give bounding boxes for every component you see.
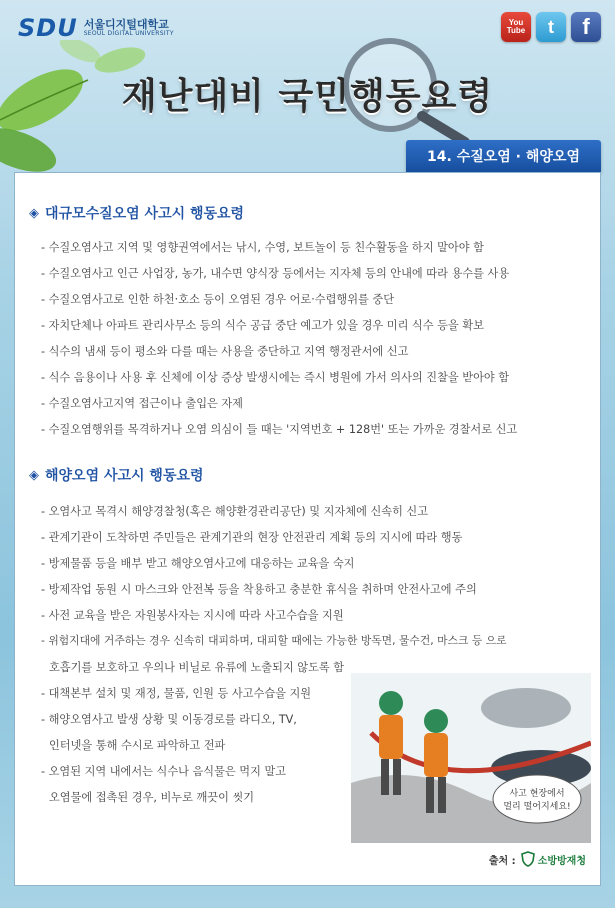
list-item: - 수질오염사고지역 접근이나 출입은 자제 bbox=[41, 397, 243, 410]
list-item: - 오염된 지역 내에서는 식수나 음식물은 먹지 말고 bbox=[41, 765, 287, 778]
list-item: - 사전 교육을 받은 자원봉사자는 지시에 따라 사고수습을 지원 bbox=[41, 609, 344, 622]
section1-title-text: 대규모수질오염 사고시 행동요령 bbox=[45, 206, 245, 222]
topic-tag: 14. 수질오염 · 해양오염 bbox=[406, 140, 601, 172]
list-item: - 수질오염사고 지역 및 영향권역에서는 낚시, 수영, 보트놀이 등 친수활동을 하지 말아야 함 bbox=[41, 241, 484, 254]
list-item: - 식수의 냄새 등이 평소와 다를 때는 사용을 중단하고 지역 행정관서에 신고 bbox=[41, 345, 409, 358]
cleanup-workers-illustration bbox=[351, 673, 591, 843]
diamond-bullet-icon: ◈ bbox=[29, 467, 39, 483]
section-title-marine-pollution bbox=[29, 465, 204, 485]
section2-title-text: 해양오염 사고시 행동요령 bbox=[45, 468, 204, 484]
list-item: - 위험지대에 거주하는 경우 신속히 대피하며, 대피할 때에는 가능한 방독면, 물수건, 마스크 등 으로 bbox=[41, 634, 507, 647]
list-item: - 대책본부 설치 및 재정, 물품, 인원 등 사고수습을 지원 bbox=[41, 687, 312, 700]
list-item: - 해양오염사고 발생 상황 및 이동경로를 라디오, TV, bbox=[41, 713, 297, 726]
source-org: 소방방재청 bbox=[537, 855, 586, 867]
list-item-continuation: 호흡기를 보호하고 우의나 비닐로 유류에 노출되지 않도록 함 bbox=[49, 661, 345, 674]
list-item: - 수질오염사고 인근 사업장, 농가, 내수면 양식장 등에서는 지자체 등의 안내에 따라 용수를 사용 bbox=[41, 267, 510, 280]
content-card bbox=[14, 172, 601, 886]
youtube-you: You bbox=[508, 18, 524, 27]
list-item: - 자치단체나 아파트 관리사무소 등의 식수 공급 중단 예고가 있을 경우 미리 식수 등을 확보 bbox=[41, 319, 484, 332]
section-title-water-pollution bbox=[29, 203, 244, 223]
logo-text bbox=[84, 19, 174, 38]
list-item: - 관계기관이 도착하면 주민들은 관계기관의 현장 안전관리 계획 등의 지시에 따라 행동 bbox=[41, 531, 463, 544]
page-title: 재난대비 국민행동요령 bbox=[121, 76, 494, 117]
sdu-logo[interactable] bbox=[18, 14, 174, 42]
twitter-icon[interactable]: t bbox=[536, 12, 566, 42]
list-item-continuation: 오염물에 접촉된 경우, 비누로 깨끗이 씻기 bbox=[49, 791, 255, 804]
list-item-continuation: 인터넷을 통해 수시로 파악하고 전파 bbox=[49, 739, 226, 752]
speech-line-1: 사고 현장에서 bbox=[509, 789, 565, 799]
shield-icon bbox=[521, 851, 535, 867]
youtube-tube: Tube bbox=[506, 26, 526, 35]
logo-mark: SDU bbox=[18, 14, 78, 42]
logo-korean-name: 서울디지털대학교 bbox=[83, 17, 169, 31]
list-item: - 방제물품 등을 배부 받고 해양오염사고에 대응하는 교육을 숙지 bbox=[41, 557, 355, 570]
facebook-icon[interactable]: f bbox=[571, 12, 601, 42]
list-item: - 방제작업 동원 시 마스크와 안전복 등을 착용하고 충분한 휴식을 취하며 안전사고에 주의 bbox=[41, 583, 477, 596]
youtube-icon[interactable] bbox=[501, 12, 531, 42]
social-links bbox=[501, 12, 601, 42]
list-item: - 오염사고 목격시 해양경찰청(혹은 해양환경관리공단) 및 지자체에 신속히 신고 bbox=[41, 505, 429, 518]
speech-line-2: 멀리 떨어지세요! bbox=[503, 802, 571, 812]
list-item: - 수질오염사고로 인한 하천·호소 등이 오염된 경우 어로·수렵행위를 중단 bbox=[41, 293, 395, 306]
list-item: - 식수 음용이나 사용 후 신체에 이상 증상 발생시에는 즉시 병원에 가서 의사의 진찰을 받아야 함 bbox=[41, 371, 510, 384]
logo-english-name: SEOUL DIGITAL UNIVERSITY bbox=[83, 29, 174, 37]
source-credit bbox=[489, 851, 586, 867]
diamond-bullet-icon: ◈ bbox=[29, 205, 39, 221]
header bbox=[0, 0, 615, 190]
list-item: - 수질오염행위를 목격하거나 오염 의심이 들 때는 '지역번호 + 128번' 또는 가까운 경찰서로 신고 bbox=[41, 423, 518, 436]
nema-logo bbox=[521, 851, 586, 867]
source-label: 출처 : bbox=[488, 855, 516, 867]
